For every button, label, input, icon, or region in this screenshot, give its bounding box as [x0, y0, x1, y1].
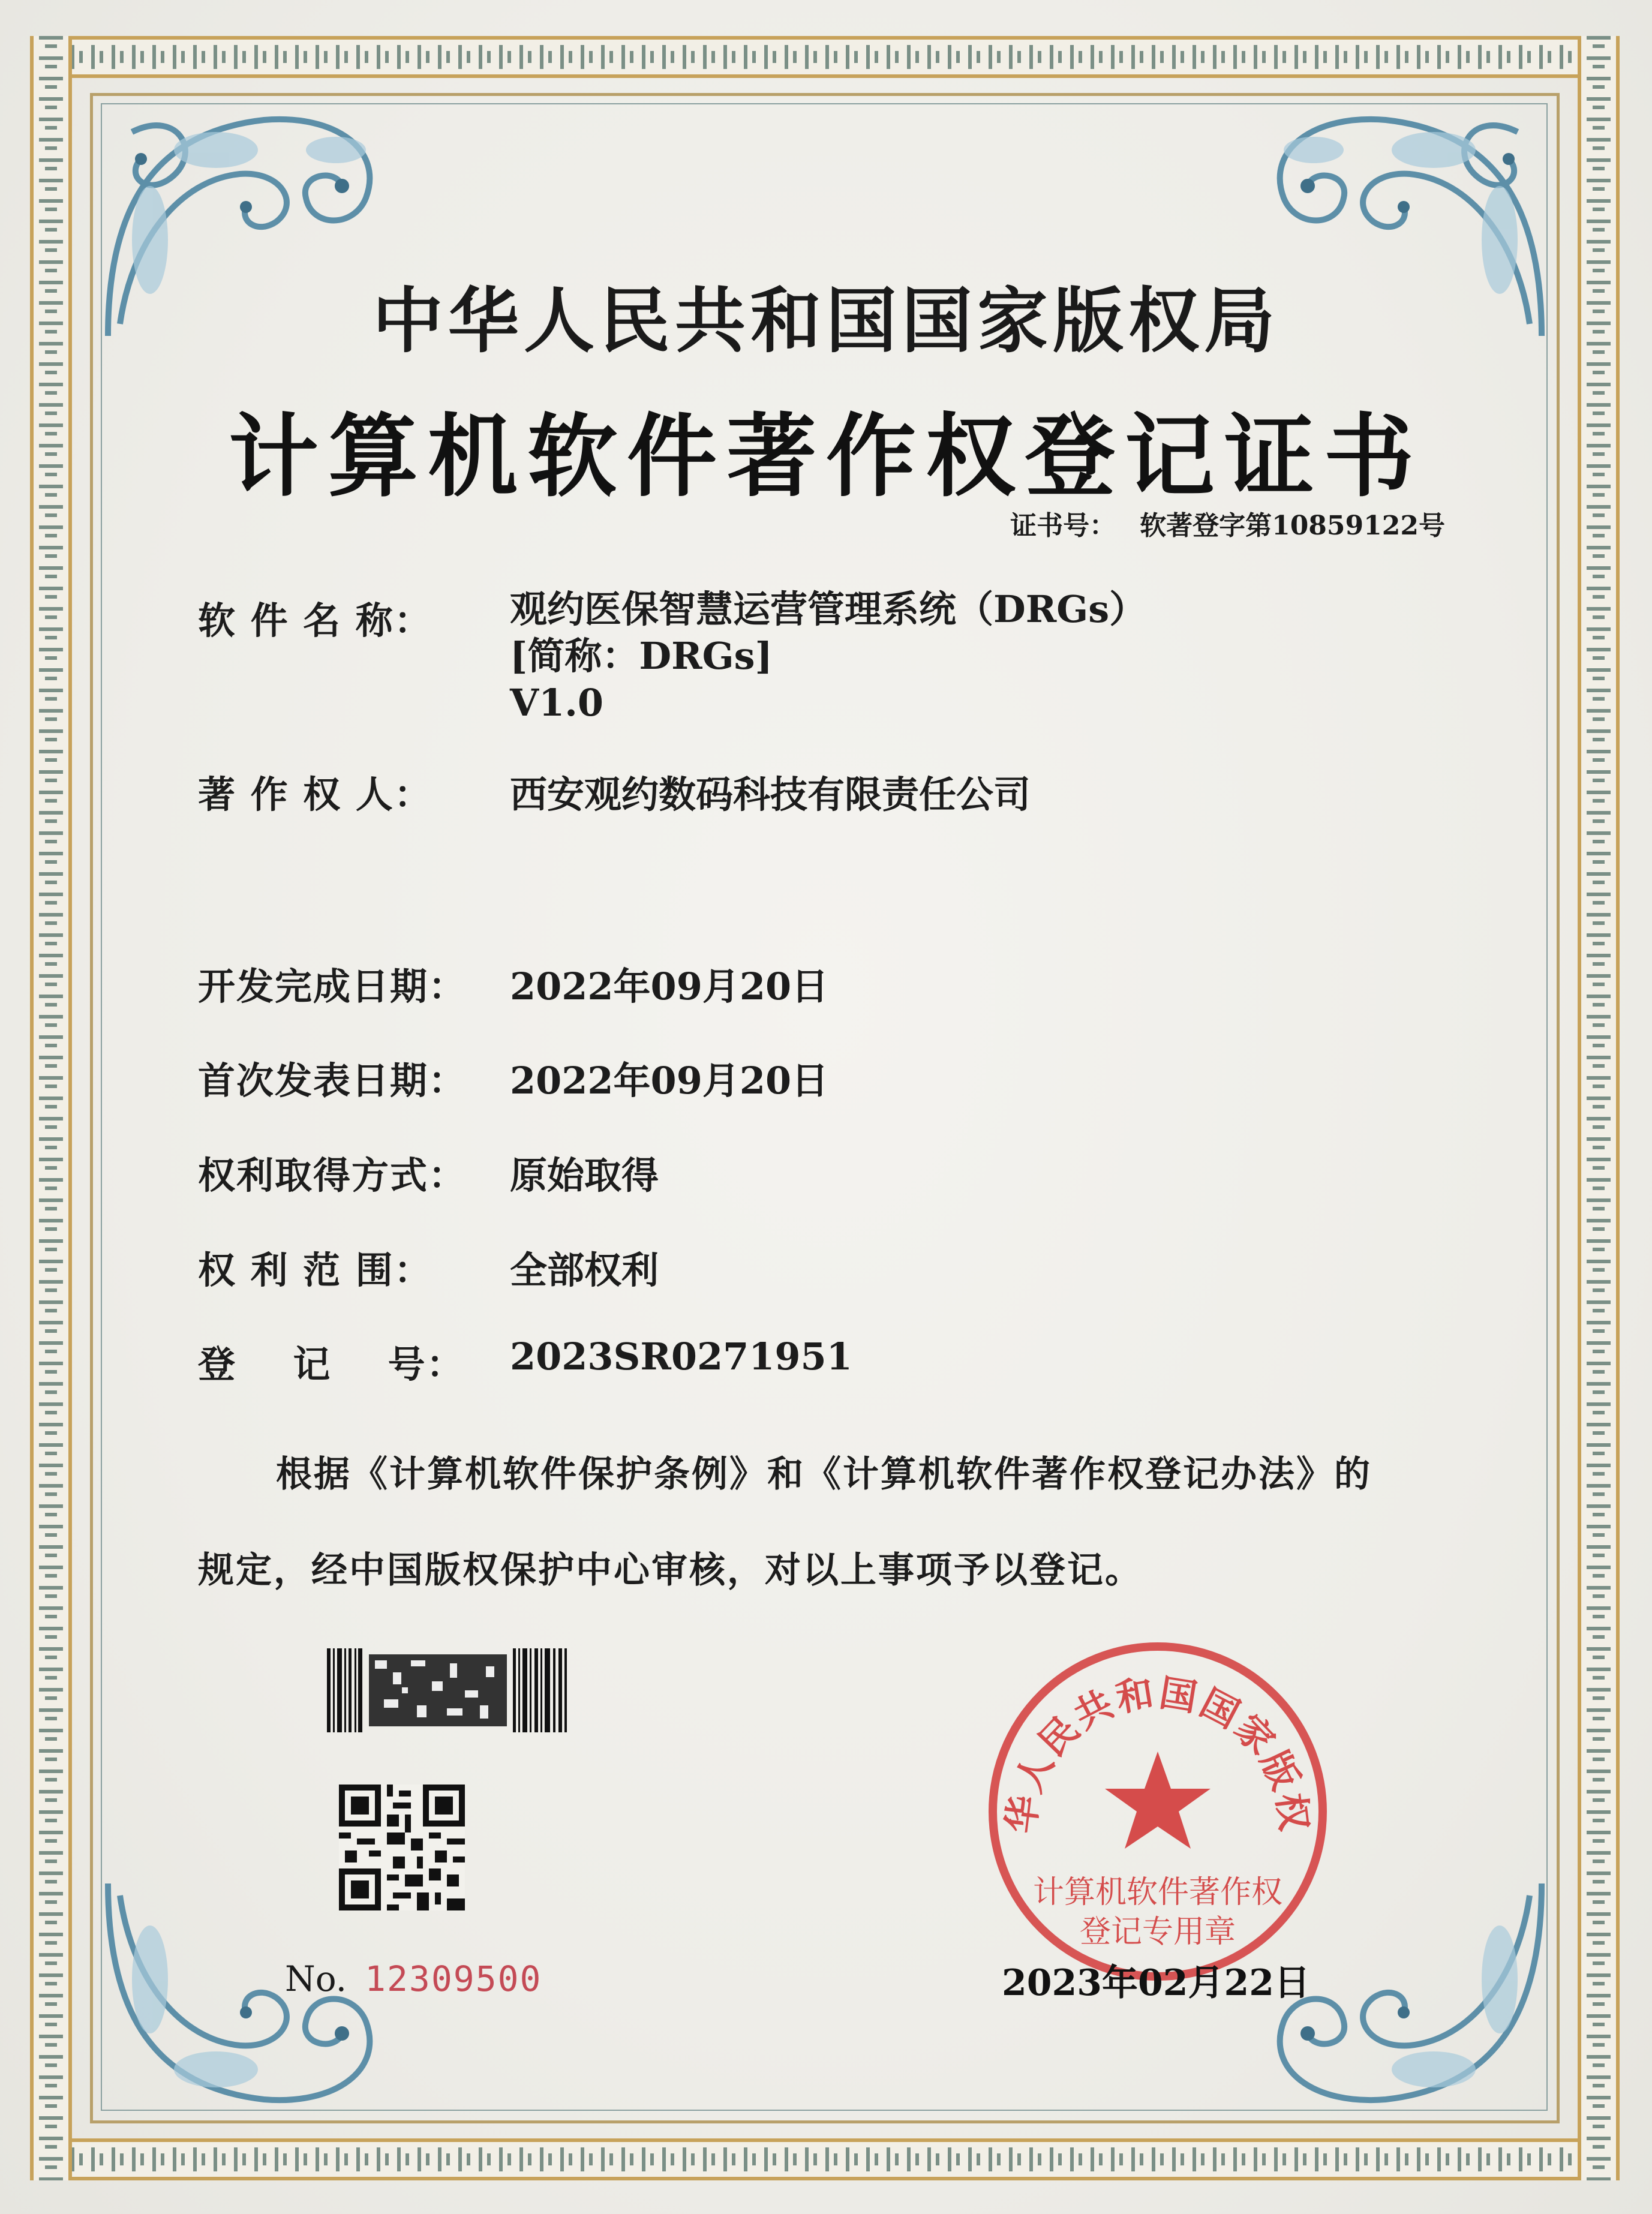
serial-label: No.	[285, 1958, 347, 1999]
field-label: 开发完成日期：	[198, 965, 467, 1008]
field-value	[510, 586, 1146, 726]
official-seal	[978, 1632, 1338, 1991]
field-label: 首次发表日期：	[198, 1059, 467, 1103]
seal-inner-line-2: 登记专用章	[1079, 1914, 1236, 1950]
field-label: 著 作 权 人：	[198, 773, 432, 816]
border-top	[30, 36, 1620, 78]
software-version-line: V1.0	[510, 681, 603, 725]
field-value: 全部权利	[510, 1248, 659, 1292]
seal-outer-text: 华人民共和国国家版权	[998, 1671, 1317, 1836]
software-short-name-line: [简称：DRGs]	[510, 634, 773, 678]
field-first-publish-date	[198, 1051, 829, 1104]
certificate-number	[1010, 504, 1445, 542]
serial-value: 12309500	[365, 1958, 542, 1999]
field-value: 原始取得	[510, 1153, 659, 1197]
field-label: 权利取得方式：	[198, 1153, 467, 1197]
field-rights-scope	[198, 1240, 659, 1294]
field-copyright-holder	[198, 765, 1031, 818]
statement-line-1: 根据《计算机软件保护条例》和《计算机软件著作权登记办法》的	[276, 1453, 1372, 1495]
field-value: 西安观约数码科技有限责任公司	[510, 773, 1031, 816]
field-value: 2022年09月20日	[510, 1059, 829, 1103]
issuer-title: 中华人民共和国国家版权局	[372, 279, 1279, 362]
field-acquisition-method	[198, 1146, 659, 1199]
field-value: 2023SR0271951	[510, 1335, 852, 1378]
field-registration-number	[198, 1335, 852, 1388]
field-label: 权 利 范 围：	[198, 1248, 432, 1292]
statement-line-2: 规定，经中国版权保护中心审核，对以上事项予以登记。	[198, 1549, 1143, 1591]
border-bottom	[30, 2138, 1620, 2180]
seal-star-icon	[1105, 1752, 1211, 1849]
certificate-number-label: 证书号：	[1010, 510, 1116, 541]
field-label: 软 件 名 称：	[198, 599, 432, 642]
certificate-number-value: 软著登字第10859122号	[1140, 510, 1445, 541]
certificate-title: 计算机软件著作权登记证书	[228, 404, 1423, 509]
qr-code	[339, 1785, 465, 1910]
seal-inner-line-1: 计算机软件著作权	[1032, 1874, 1283, 1910]
field-value: 2022年09月20日	[510, 965, 829, 1008]
field-label: 登 记 号：	[198, 1342, 465, 1386]
serial-number	[285, 1958, 542, 1999]
field-software-name	[198, 587, 1147, 725]
barcode	[327, 1648, 567, 1732]
issue-date: 2023年02月22日	[1002, 1962, 1310, 2004]
software-name-line: 观约医保智慧运营管理系统（DRGs）	[510, 587, 1147, 631]
field-dev-completion-date	[198, 957, 829, 1010]
